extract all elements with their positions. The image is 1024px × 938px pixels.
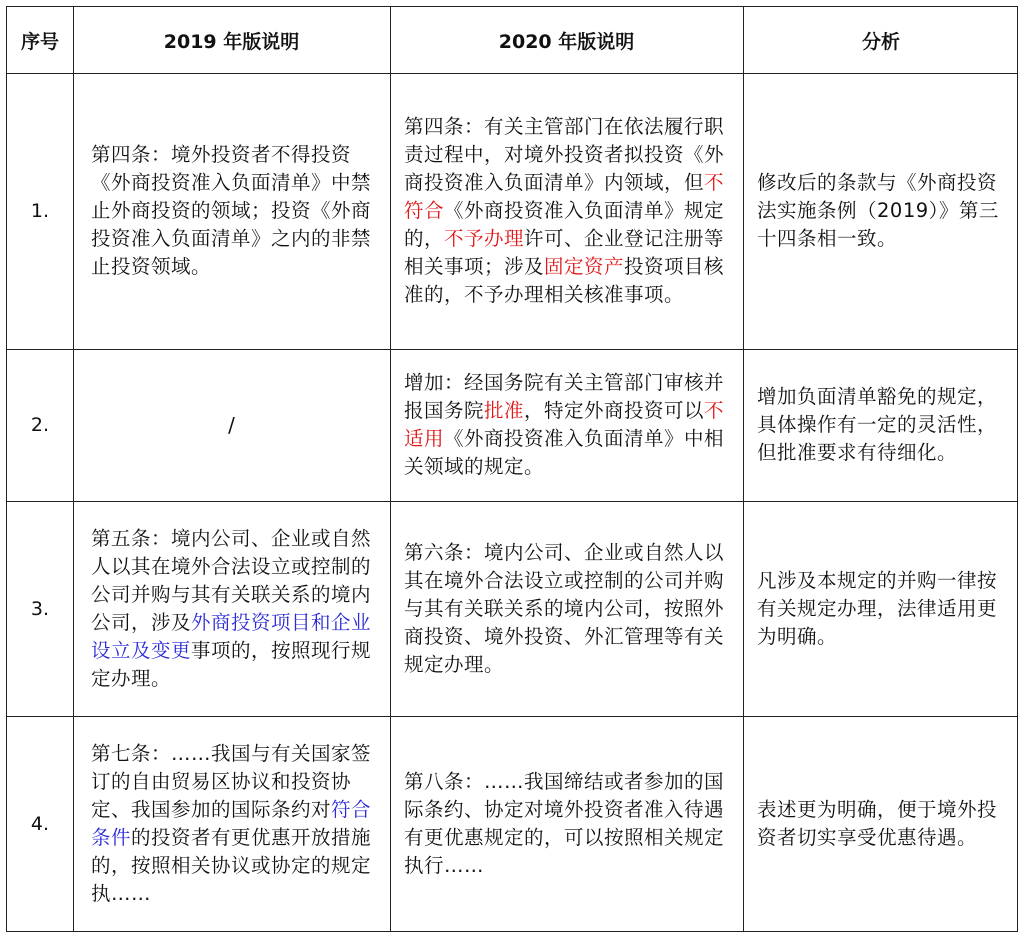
cell-text: 第五条：境内公司、企业或自然人以其在境外合法设立或控制的公司并购与其有关联关系的境内公司，涉及外商投资项目和企业设立及变更事项的，按照现行规定办理。: [91, 526, 372, 690]
highlight-blue: 外商投资项目和企业设立及变更: [91, 610, 372, 662]
highlight-red: 固定资产: [544, 255, 625, 278]
cell-text: 第八条：……我国缔结或者参加的国际条约、协定对境外投资者准入待遇有更优惠规定的，可以按照相关规定执行……: [404, 769, 725, 877]
row-number: 3.: [30, 597, 50, 620]
cell-analysis: [749, 349, 1019, 501]
cell-text: 凡涉及本规定的并购一律按有关规定办理，法律适用更为明确。: [757, 568, 998, 648]
cell-2020: [396, 716, 743, 931]
cell-2019: [83, 73, 390, 349]
header-analysis: 分析: [861, 30, 900, 53]
highlight-red: 不适用: [404, 399, 725, 450]
column-divider: [390, 7, 391, 931]
cell-text: 第七条：……我国与有关国家签订的自由贸易区协议和投资协定、我国参加的国际条约对符合条件的投资者有更优惠开放措施的，按照相关协议或协定的规定执……: [91, 741, 372, 905]
cell-text: 表述更为明确，便于境外投资者切实享受优惠待遇。: [757, 797, 998, 849]
cell-text: 第四条：境外投资者不得投资《外商投资准入负面清单》中禁止外商投资的领域；投资《外商投资准入负面清单》之内的非禁止投资领域。: [91, 143, 372, 278]
cell-analysis: [749, 716, 1019, 931]
cell-2019: [83, 716, 390, 931]
column-divider: [743, 7, 744, 931]
cell-2020: [396, 349, 743, 501]
row-number: 1.: [30, 200, 50, 222]
highlight-red: 批准: [484, 399, 525, 422]
header-2020: 2020 年版说明: [498, 30, 635, 53]
cell-text: 第四条：有关主管部门在依法履行职责过程中，对境外投资者拟投资《外商投资准入负面清单》内领域，但不符合《外商投资准入负面清单》规定的，不予办理许可、企业登记注册等相关事项；涉及固定资产投资项目核准的，不予办理相关核准事项。: [404, 115, 725, 306]
highlight-blue: 符合条件: [91, 797, 372, 849]
row-number: 2.: [30, 414, 50, 436]
cell-2020: [396, 73, 743, 349]
cell-2019: [83, 501, 390, 716]
header-2019: 2019 年版说明: [163, 30, 300, 53]
cell-text: 增加：经国务院有关主管部门审核并报国务院批准，特定外商投资可以不适用《外商投资准入负面清单》中相关领域的规定。: [404, 371, 725, 478]
cell-analysis: [749, 501, 1019, 716]
highlight-red: 不予办理: [444, 227, 525, 250]
cell-text: 增加负面清单豁免的规定，具体操作有一定的灵活性，但批准要求有待细化。: [757, 385, 998, 464]
header-no: 序号: [20, 30, 59, 53]
cell-text: 修改后的条款与《外商投资法实施条例（2019）》第三十四条相一致。: [757, 171, 999, 250]
cell-text: 第六条：境内公司、企业或自然人以其在境外合法设立或控制的公司并购与其有关联关系的境内公司，按照外商投资、境外投资、外汇管理等有关规定办理。: [404, 540, 725, 676]
cell-2020: [396, 501, 743, 716]
comparison-table: [6, 6, 1018, 932]
cell-analysis: [749, 73, 1019, 349]
highlight-red: 不符合: [404, 171, 725, 222]
cell-2019: /: [228, 413, 235, 437]
row-number: 4.: [30, 812, 50, 835]
